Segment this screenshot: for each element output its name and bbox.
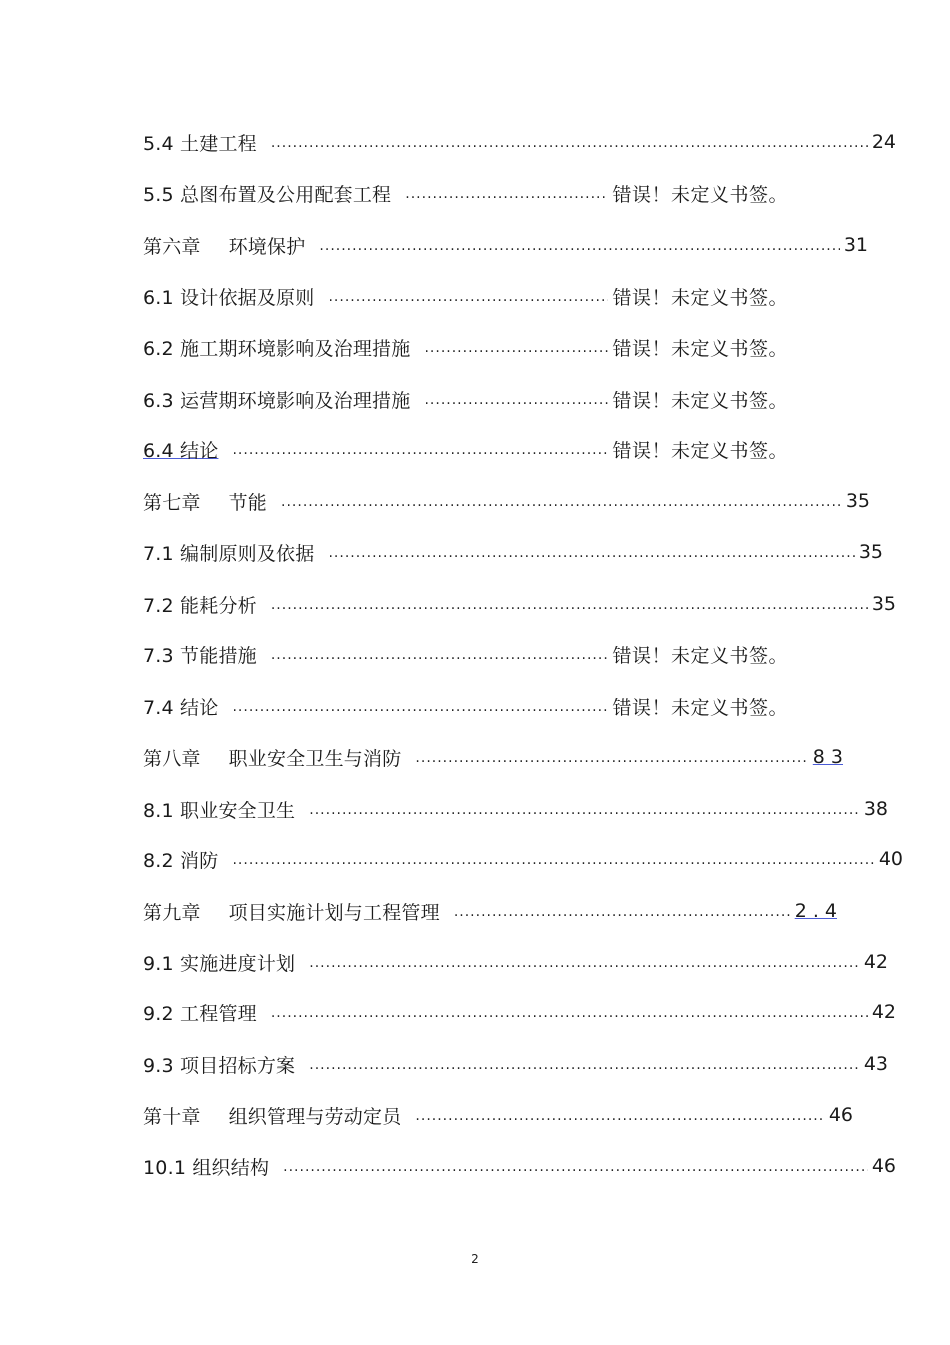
toc-chapter-entry[interactable]: [143, 232, 868, 258]
toc-entry-page: 31: [843, 234, 868, 256]
toc-entry-label: 8.1 职业安全卫生: [143, 799, 296, 822]
toc-leader-dots: [415, 750, 808, 770]
chapter-title: 项目实施计划与工程管理: [228, 901, 440, 924]
toc-entry-page: 42: [871, 1001, 896, 1023]
toc-leader-dots: [405, 186, 608, 206]
toc-leader-dots: [319, 238, 839, 258]
toc-entry-label: 6.1 设计依据及原则: [143, 286, 315, 309]
toc-entry[interactable]: [143, 334, 788, 360]
toc-entry-label: 9.2 工程管理: [143, 1002, 257, 1025]
toc-entry[interactable]: [143, 1153, 896, 1179]
toc-entry-page: 24: [871, 131, 896, 153]
toc-chapter-entry[interactable]: [143, 1102, 853, 1128]
toc-entry-page: 38: [863, 798, 888, 820]
toc-entry-error: 错误！未定义书签。: [612, 389, 788, 412]
toc-entry-label: 7.3 节能措施: [143, 644, 257, 667]
toc-leader-dots: [271, 647, 609, 667]
toc-leader-dots: [232, 699, 608, 719]
toc-entry[interactable]: [143, 999, 896, 1025]
toc-entry-page: 8 3: [812, 746, 843, 768]
toc-entry-label: 10.1 组织结构: [143, 1156, 270, 1179]
toc-leader-dots: [415, 1108, 824, 1128]
toc-entry[interactable]: [143, 641, 788, 667]
chapter-number: 第十章: [143, 1105, 201, 1128]
toc-leader-dots: [232, 852, 874, 872]
toc-entry-label: 6.4 结论: [143, 439, 219, 462]
toc-entry-label: 5.4 土建工程: [143, 132, 257, 155]
toc-entry[interactable]: [143, 129, 896, 155]
toc-entry[interactable]: [143, 693, 788, 719]
toc-entry-error: 错误！未定义书签。: [612, 644, 788, 667]
toc-entry-label: [143, 1102, 401, 1129]
toc-entry-label: [143, 232, 305, 259]
toc-entry[interactable]: [143, 949, 888, 975]
chapter-number: 第六章: [143, 235, 201, 258]
toc-entry-error: 错误！未定义书签。: [612, 286, 788, 309]
toc-entry[interactable]: [143, 283, 788, 309]
toc-entry[interactable]: [143, 591, 896, 617]
toc-entry-label: 9.3 项目招标方案: [143, 1054, 296, 1077]
toc-leader-dots: [309, 955, 860, 975]
toc-entry-label: 7.4 结论: [143, 696, 219, 719]
toc-leader-dots: [309, 802, 860, 822]
toc-entry-page: 2 . 4: [794, 900, 837, 922]
toc-chapter-entry[interactable]: [143, 898, 837, 924]
chapter-title: 节能: [228, 491, 268, 514]
toc-entry-page: 40: [878, 848, 903, 870]
toc-entry-error: 错误！未定义书签。: [612, 183, 788, 206]
toc-entry[interactable]: [143, 846, 903, 872]
toc-entry-label: 9.1 实施进度计划: [143, 952, 296, 975]
toc-leader-dots: [328, 289, 608, 309]
toc-leader-dots: [283, 1159, 868, 1179]
toc-leader-dots: [424, 392, 608, 412]
toc-leader-dots: [454, 904, 791, 924]
toc-entry[interactable]: [143, 386, 788, 412]
toc-entry[interactable]: [143, 1051, 888, 1077]
toc-entry-label: 7.1 编制原则及依据: [143, 542, 315, 565]
toc-entry-error: 错误！未定义书签。: [612, 337, 788, 360]
toc-leader-dots: [271, 597, 868, 617]
toc-leader-dots: [424, 340, 608, 360]
toc-leader-dots: [271, 135, 868, 155]
toc-entry-page: 42: [863, 951, 888, 973]
toc-entry-page: 46: [828, 1104, 853, 1126]
chapter-title: 职业安全卫生与消防: [228, 747, 402, 770]
toc-entry-label: [143, 488, 267, 515]
toc-entry[interactable]: [143, 796, 888, 822]
toc-entry[interactable]: [143, 539, 883, 565]
toc-entry-page: 43: [863, 1053, 888, 1075]
toc-entry[interactable]: [143, 180, 788, 206]
toc-chapter-entry[interactable]: [143, 744, 843, 770]
toc-entry-label: 6.3 运营期环境影响及治理措施: [143, 389, 411, 412]
toc-leader-dots: [281, 494, 842, 514]
chapter-number: 第九章: [143, 901, 201, 924]
toc-entry-label: [143, 744, 401, 771]
toc-leader-dots: [271, 1005, 868, 1025]
toc-entry-page: 46: [871, 1155, 896, 1177]
toc-leader-dots: [232, 442, 608, 462]
toc-entry-error: 错误！未定义书签。: [612, 439, 788, 462]
toc-entry-page: 35: [858, 541, 883, 563]
toc-entry-page: 35: [871, 593, 896, 615]
page-number: 2: [471, 1252, 479, 1266]
toc-leader-dots: [328, 545, 854, 565]
chapter-title: 环境保护: [228, 235, 306, 258]
toc-entry-label: [143, 898, 440, 925]
toc-leader-dots: [309, 1057, 860, 1077]
toc-entry-label: 5.5 总图布置及公用配套工程: [143, 183, 392, 206]
toc-entry-label: 8.2 消防: [143, 849, 219, 872]
toc-entry-error: 错误！未定义书签。: [612, 696, 788, 719]
chapter-number: 第七章: [143, 491, 201, 514]
toc-entry-label: 7.2 能耗分析: [143, 594, 257, 617]
toc-chapter-entry[interactable]: [143, 488, 870, 514]
toc-entry-label: 6.2 施工期环境影响及治理措施: [143, 337, 411, 360]
toc-entry-page: 35: [845, 490, 870, 512]
chapter-number: 第八章: [143, 747, 201, 770]
chapter-title: 组织管理与劳动定员: [228, 1105, 402, 1128]
toc-entry[interactable]: [143, 436, 788, 462]
